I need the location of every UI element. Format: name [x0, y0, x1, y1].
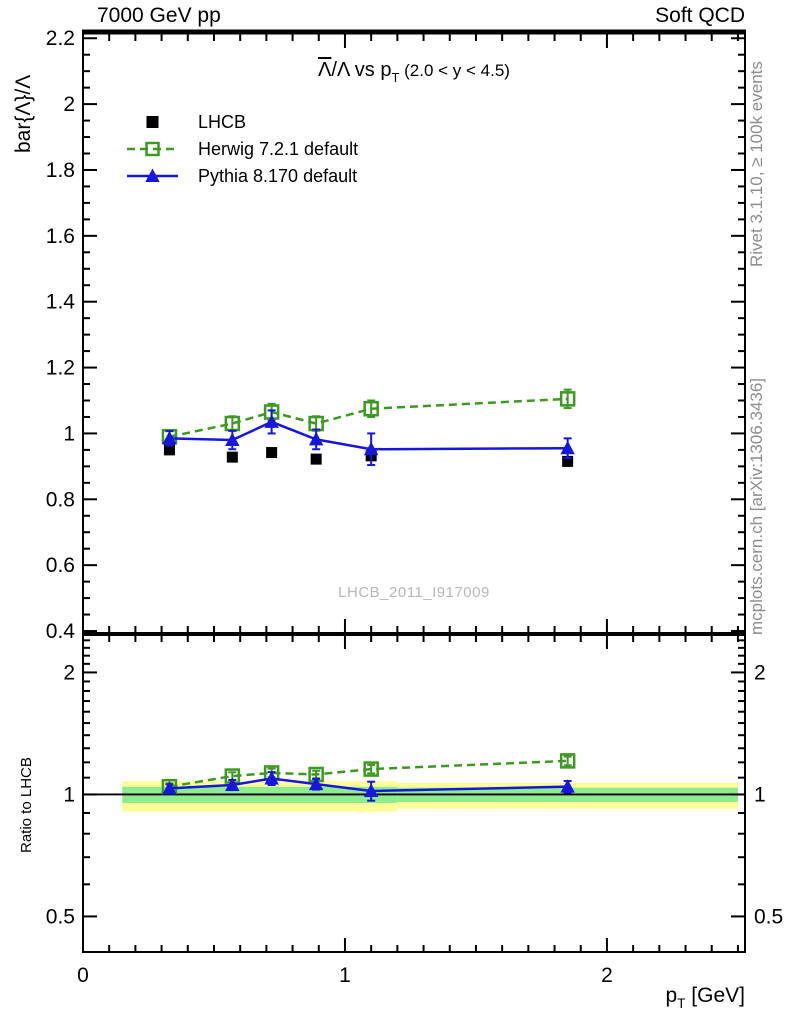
- svg-text:0.6: 0.6: [45, 554, 75, 578]
- axis-ticks: [83, 34, 745, 952]
- main-y-axis-title: bar{Λ}/Λ: [12, 74, 35, 153]
- process-group-label: Soft QCD: [655, 4, 745, 27]
- svg-text:2.2: 2.2: [45, 27, 75, 51]
- svg-text:1.6: 1.6: [45, 224, 75, 248]
- svg-text:2: 2: [601, 964, 613, 987]
- plot-title: [83, 59, 745, 85]
- rapidity-cut-label: (2.0 < y < 4.5): [399, 61, 510, 80]
- svg-text:0.4: 0.4: [45, 620, 75, 644]
- svg-text:0: 0: [77, 964, 89, 987]
- x-axis-title: [665, 984, 745, 1011]
- svg-text:1: 1: [63, 422, 75, 446]
- svg-text:2: 2: [63, 93, 75, 117]
- pt-symbol: p: [665, 984, 678, 1007]
- mcplots-arxiv-caption: mcplots.cern.ch [arXiv:1306.3436]: [747, 377, 766, 635]
- title-mid: /Λ vs p: [331, 59, 392, 81]
- svg-text:1: 1: [63, 783, 75, 807]
- legend-item-lhcb: [198, 109, 358, 136]
- axis-tick-labels: [46, 27, 783, 987]
- pt-subscript: T: [677, 996, 686, 1012]
- svg-text:0.5: 0.5: [754, 905, 784, 929]
- title-subscript: T: [391, 69, 400, 85]
- panel-frames: [82, 31, 746, 952]
- svg-text:1.4: 1.4: [45, 290, 75, 314]
- lambda-bar-symbol: $\overline{\Lambda}$: [318, 59, 332, 81]
- legend-label-pythia: Pythia 8.170 default: [198, 166, 358, 186]
- svg-text:0.5: 0.5: [45, 905, 75, 929]
- svg-text:1: 1: [339, 964, 351, 987]
- svg-text:2: 2: [754, 661, 766, 685]
- legend-item-pythia: [198, 163, 358, 190]
- main-series-herwig: [163, 390, 574, 444]
- legend-item-herwig: [198, 136, 358, 163]
- ratio-y-axis-title: Ratio to LHCB: [18, 757, 35, 853]
- svg-text:1: 1: [754, 783, 766, 807]
- legend-label-lhcb: LHCB: [198, 112, 247, 132]
- svg-text:2: 2: [63, 661, 75, 685]
- analysis-id-watermark: LHCB_2011_I917009: [338, 584, 490, 601]
- legend: [198, 109, 358, 190]
- legend-label-herwig: Herwig 7.2.1 default: [198, 139, 359, 159]
- beam-energy-label: 7000 GeV pp: [97, 4, 221, 27]
- legend-markers: [127, 116, 178, 182]
- svg-text:0.8: 0.8: [45, 488, 75, 512]
- rivet-version-caption: Rivet 3.1.10, ≥ 100k events: [747, 61, 766, 267]
- x-unit: [GeV]: [685, 984, 745, 1007]
- svg-text:1.8: 1.8: [45, 158, 75, 182]
- svg-text:1.2: 1.2: [45, 356, 75, 380]
